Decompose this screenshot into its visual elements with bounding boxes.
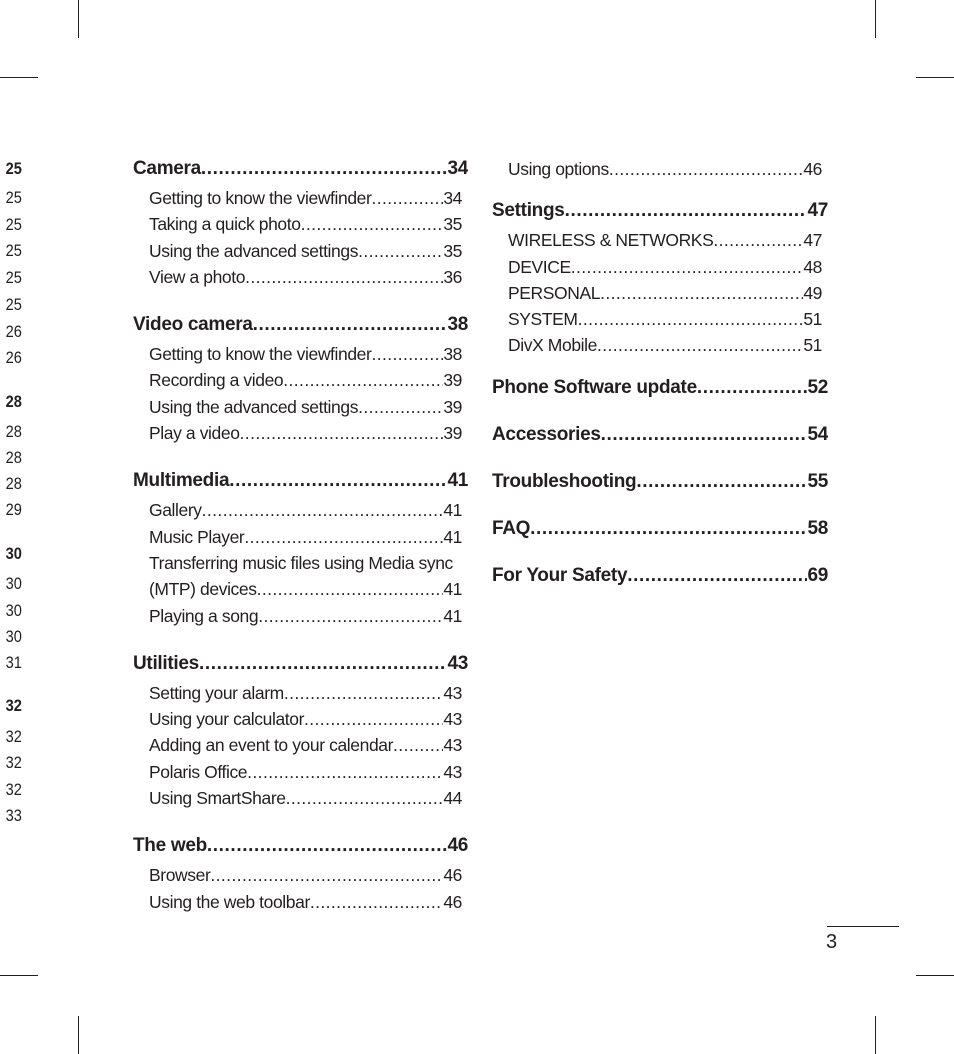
dot-leader [393, 732, 443, 758]
previous-page-number: 26 [5, 322, 22, 341]
toc-entry-title: WIRELESS & NETWORKS [508, 230, 714, 251]
crop-mark-top-left [78, 0, 79, 38]
dot-leader [578, 306, 804, 332]
toc-heading-page: 54 [807, 423, 828, 445]
previous-page-number: 30 [5, 601, 22, 620]
toc-heading-page: 38 [447, 314, 468, 336]
toc-heading-page: 55 [807, 470, 828, 492]
toc-entry-page: 44 [443, 788, 462, 809]
dot-leader [597, 332, 803, 358]
toc-section [133, 156, 468, 290]
toc-heading-page: 52 [807, 376, 828, 398]
toc-entry[interactable] [149, 524, 462, 550]
toc-section [492, 516, 828, 542]
previous-page-number: 32 [5, 696, 22, 715]
dot-leader [713, 227, 803, 253]
crop-mark-bottom-right [875, 1016, 876, 1054]
toc-entry-title: Using the advanced settings [149, 396, 359, 417]
toc-entry-page: 46 [803, 159, 822, 179]
toc-entry[interactable] [149, 341, 462, 367]
toc-heading-page: 46 [447, 835, 468, 857]
toc-entry[interactable] [508, 332, 822, 358]
toc-entry-title: Using your calculator [149, 709, 305, 730]
spacer [492, 182, 828, 198]
toc-entry-page: 43 [443, 682, 462, 703]
toc-heading-title: Video camera [133, 314, 253, 336]
toc-heading-page: 43 [447, 652, 468, 674]
toc-entry-page: 48 [803, 256, 822, 277]
toc-heading[interactable] [492, 422, 828, 448]
spacer [133, 446, 468, 468]
previous-page-number: 25 [5, 241, 22, 260]
previous-page-number: 28 [5, 422, 22, 441]
toc-entry-page: 41 [443, 500, 462, 521]
dot-leader [229, 468, 447, 494]
toc-heading[interactable] [492, 563, 828, 589]
toc-entry-title: Using options [508, 159, 609, 179]
toc-entry-page: 35 [443, 214, 462, 235]
dot-leader [571, 254, 804, 280]
previous-page-number: 26 [5, 348, 22, 367]
crop-mark-top-right [875, 0, 876, 38]
toc-section [492, 375, 828, 401]
toc-entry[interactable] [508, 280, 822, 306]
dot-leader [697, 375, 808, 401]
crop-mark-right-upper [916, 77, 954, 78]
toc-entry[interactable] [149, 706, 462, 732]
toc-entry-title: PERSONAL [508, 282, 601, 303]
toc-heading[interactable] [492, 469, 828, 495]
toc-entry-title: Adding an event to your calendar [149, 735, 394, 756]
toc-entry-title: Setting your alarm [149, 682, 284, 703]
toc-entry[interactable] [149, 497, 462, 523]
toc-entry[interactable] [149, 576, 462, 602]
toc-heading-page: 47 [807, 200, 828, 222]
spacer [133, 811, 468, 833]
toc-heading-title: Phone Software update [492, 376, 697, 398]
toc-entry[interactable] [508, 156, 822, 182]
toc-entry-title: Getting to know the viewfinder [149, 344, 372, 365]
spacer [492, 448, 828, 469]
toc-heading[interactable] [492, 516, 828, 542]
toc-heading[interactable] [492, 198, 828, 224]
dot-leader [371, 341, 443, 367]
toc-entry-title: Using the web toolbar [149, 891, 310, 912]
toc-heading[interactable] [133, 651, 468, 677]
toc-entry[interactable] [149, 889, 462, 915]
toc-section [133, 468, 468, 628]
crop-mark-bottom-left [78, 1016, 79, 1054]
toc-entry-page: 39 [443, 370, 462, 391]
toc-entry-page: 51 [803, 309, 822, 330]
toc-entry-page: 34 [443, 188, 462, 208]
dot-leader [284, 680, 444, 706]
previous-page-number: 25 [5, 295, 22, 314]
previous-page-number: 33 [5, 806, 22, 825]
dot-leader [530, 516, 807, 542]
toc-heading-title: Utilities [133, 652, 199, 674]
toc-heading-title: For Your Safety [492, 564, 628, 586]
toc-entry[interactable] [149, 785, 462, 811]
dot-leader [199, 651, 448, 677]
dot-leader [310, 889, 443, 915]
previous-page-number: 31 [5, 653, 22, 672]
toc-section [492, 469, 828, 495]
dot-leader [253, 312, 448, 338]
toc-heading-page: 34 [447, 158, 468, 179]
toc-entry-page: 43 [443, 735, 462, 756]
spacer [492, 542, 828, 563]
toc-section [492, 198, 828, 358]
dot-leader [245, 264, 443, 290]
previous-page-number: 32 [5, 753, 22, 772]
toc-heading-page: 69 [807, 564, 828, 586]
toc-entry-title: Getting to know the viewfinder [149, 188, 372, 208]
dot-leader [244, 524, 443, 550]
dot-leader [609, 156, 803, 182]
toc-entry-page: 39 [443, 423, 462, 444]
dot-leader [258, 603, 443, 629]
dot-leader [358, 394, 443, 420]
toc-entry-page: 41 [443, 579, 462, 600]
dot-leader [247, 759, 443, 785]
toc-heading-title: Troubleshooting [492, 470, 637, 492]
toc-heading-title: The web [133, 835, 207, 857]
toc-entry-title: DEVICE [508, 256, 571, 277]
previous-page-number: 25 [5, 159, 22, 178]
toc-entry-page: 47 [803, 230, 822, 251]
toc-heading-page: 58 [807, 517, 828, 539]
toc-entry[interactable] [149, 238, 462, 264]
toc-left-column [133, 156, 468, 915]
previous-page-number: 25 [5, 188, 22, 207]
toc-section [133, 833, 468, 915]
toc-entry-title: (MTP) devices [149, 579, 257, 600]
toc-entry[interactable] [508, 306, 822, 332]
dot-leader [565, 198, 808, 224]
dot-leader [202, 497, 444, 523]
previous-page-number: 32 [5, 727, 22, 746]
previous-page-number: 30 [5, 574, 22, 593]
dot-leader [304, 706, 443, 732]
toc-heading[interactable] [133, 312, 468, 338]
previous-page-number: 28 [5, 392, 22, 411]
toc-entry-title: Browser [149, 865, 211, 886]
toc-entry[interactable] [149, 862, 462, 888]
toc-entry[interactable] [149, 211, 462, 237]
toc-entry-page: 43 [443, 709, 462, 730]
crop-mark-right-lower [916, 975, 954, 976]
previous-page-number-strip [0, 0, 24, 1054]
toc-heading-title: Accessories [492, 423, 601, 445]
page-number: 3 [826, 931, 838, 953]
toc-entry[interactable] [508, 254, 822, 280]
toc-section [133, 651, 468, 811]
toc-entry-page: 38 [443, 344, 462, 365]
toc-entry[interactable] [149, 367, 462, 393]
toc-heading[interactable] [492, 375, 828, 401]
toc-entry-title: Music Player [149, 526, 245, 547]
toc-entry[interactable] [149, 394, 462, 420]
previous-page-number: 30 [5, 544, 22, 563]
toc-entry-page: 46 [443, 865, 462, 886]
toc-heading-title: FAQ [492, 517, 531, 539]
toc-entry-page: 41 [443, 526, 462, 547]
previous-page-number: 25 [5, 268, 22, 287]
toc-right-column [492, 156, 828, 589]
toc-entry-page: 41 [443, 605, 462, 626]
toc-heading-title: Multimedia [133, 470, 230, 492]
toc-entry-title: Playing a song [149, 605, 259, 626]
spacer [133, 290, 468, 312]
toc-entry-title: Gallery [149, 500, 202, 521]
previous-page-number: 25 [5, 215, 22, 234]
toc-entry[interactable] [149, 680, 462, 706]
toc-entry-title: Using the advanced settings [149, 240, 359, 261]
dot-leader [210, 862, 443, 888]
toc-section [133, 312, 468, 446]
page-number-rule [827, 926, 899, 927]
dot-leader [207, 833, 448, 859]
previous-page-number: 32 [5, 780, 22, 799]
toc-entry-title: Using SmartShare [149, 788, 286, 809]
toc-section [492, 563, 828, 589]
toc-entry-title[interactable]: Transferring music files using Media sync [149, 552, 453, 573]
previous-page-number: 29 [5, 500, 22, 519]
dot-leader [371, 185, 443, 211]
toc-entry-title: Polaris Office [149, 761, 248, 782]
toc-entry-title: Taking a quick photo [149, 214, 301, 235]
previous-page-number: 30 [5, 627, 22, 646]
toc-entry[interactable] [149, 603, 462, 629]
toc-heading[interactable] [133, 156, 468, 182]
dot-leader [601, 422, 808, 448]
toc-entry[interactable] [508, 227, 822, 253]
dot-leader [636, 469, 807, 495]
dot-leader [240, 420, 444, 446]
toc-entry-page: 43 [443, 761, 462, 782]
spacer [133, 629, 468, 651]
dot-leader [201, 156, 448, 182]
previous-page-number: 28 [5, 474, 22, 493]
toc-entry-page: 51 [803, 335, 822, 356]
toc-entry-title: Play a video [149, 423, 240, 444]
spacer [492, 495, 828, 516]
dot-leader [627, 563, 807, 589]
toc-heading-title: Settings [492, 200, 565, 222]
toc-heading[interactable] [133, 468, 468, 494]
previous-page-number: 28 [5, 448, 22, 467]
toc-entry[interactable] [149, 732, 462, 758]
toc-entry-title: View a photo [149, 266, 246, 287]
spacer [492, 359, 828, 375]
dot-leader [600, 280, 803, 306]
dot-leader [257, 576, 444, 602]
toc-heading[interactable] [133, 833, 468, 859]
toc-entry-page: 46 [443, 891, 462, 912]
dot-leader [286, 785, 444, 811]
toc-entry-page: 49 [803, 282, 822, 303]
toc-entry-title: Recording a video [149, 370, 284, 391]
toc-entry[interactable] [149, 264, 462, 290]
toc-entry[interactable] [149, 759, 462, 785]
toc-section [492, 422, 828, 448]
dot-leader [301, 211, 444, 237]
toc-heading-title: Camera [133, 158, 201, 179]
toc-entry[interactable] [149, 185, 462, 211]
dot-leader [283, 367, 443, 393]
toc-heading-page: 41 [447, 470, 468, 492]
toc-entry[interactable] [149, 420, 462, 446]
toc-entry-page: 39 [443, 396, 462, 417]
toc-entry-page: 36 [443, 266, 462, 287]
toc-entry-page: 35 [443, 240, 462, 261]
dot-leader [358, 238, 443, 264]
toc-entry-title: DivX Mobile [508, 335, 597, 356]
toc-entry-title: SYSTEM [508, 309, 578, 330]
spacer [492, 401, 828, 422]
